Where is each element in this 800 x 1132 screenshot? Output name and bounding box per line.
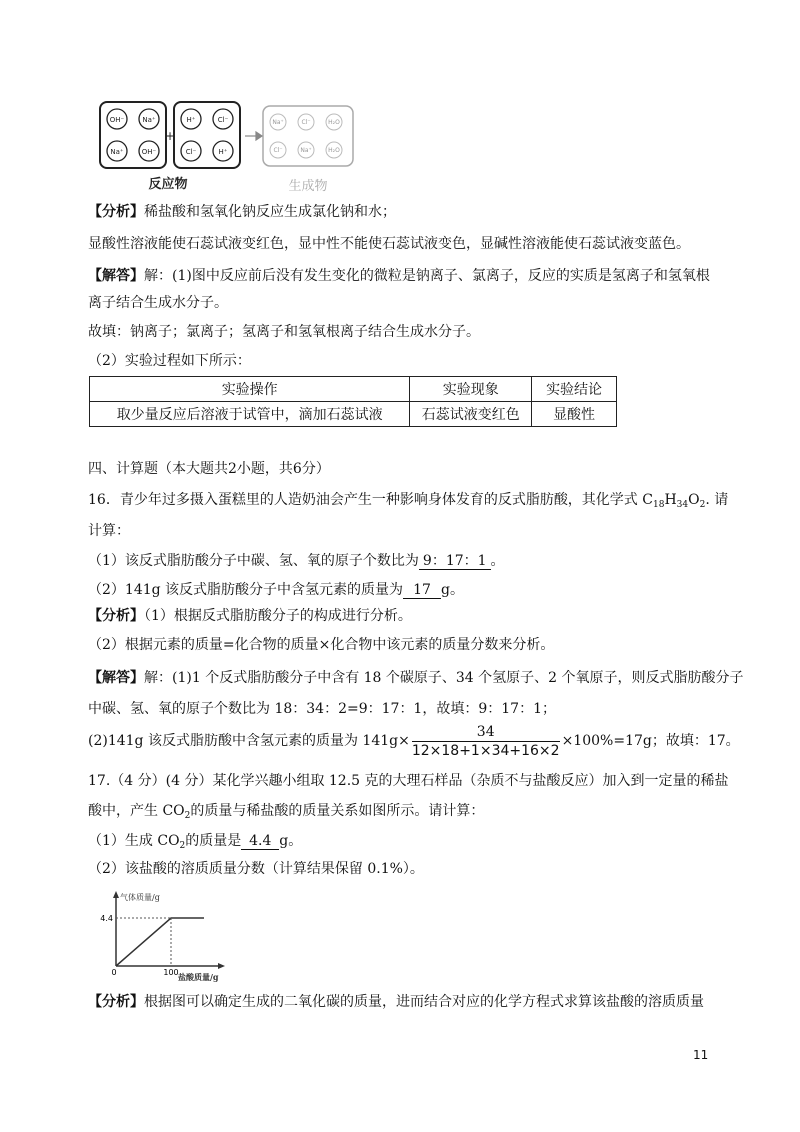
analysis-line: （2）根据元素的质量=化合物的质量×化合物中该元素的质量分数来分析。	[88, 637, 555, 653]
formula-part: H	[664, 492, 677, 508]
table-header-cell: 实验现象	[410, 377, 532, 402]
ion-label: OH⁻	[141, 148, 157, 156]
part-text: 。	[490, 553, 505, 569]
analysis-text: 稀盐酸和氢氧化钠反应生成氯化钠和水；	[144, 204, 396, 220]
table-header-cell: 实验结论	[532, 377, 617, 402]
fraction	[412, 723, 560, 760]
stem-text: 酸中，产生 CO	[88, 803, 185, 819]
stem-text: 的质量与稀盐酸的质量关系如图所示。请计算：	[190, 803, 485, 819]
reaction-figure	[98, 100, 358, 195]
answer-line	[88, 722, 740, 760]
fraction-numerator: 34	[412, 723, 560, 742]
ion-label: OH⁻	[109, 116, 125, 124]
analysis-text: 根据图可以确定生成的二氧化碳的质量，进而结合对应的化学方程式求算该盐酸的溶质质量	[144, 994, 704, 1010]
fraction-denominator: 12×18+1×34+16×2	[411, 742, 560, 759]
answer-tag: 【解答】	[88, 268, 144, 284]
table-cell: 显酸性	[532, 402, 617, 427]
part-text: 的质量是	[185, 833, 242, 849]
table-row	[90, 402, 617, 427]
ion-label: Na⁺	[110, 148, 124, 156]
question-17-part1	[88, 831, 302, 851]
table-cell: 取少量反应后溶液于试管中，滴加石蕊试液	[90, 402, 410, 427]
formula-part: O	[688, 492, 700, 508]
answer-text: 解：(1)图中反应前后没有发生变化的微粒是钠离子、氯离子，反应的实质是氢离子和氢氧根	[144, 268, 710, 284]
table-header-row	[90, 377, 617, 402]
answer-tag: 【解答】	[88, 670, 144, 686]
ion-label: H⁺	[186, 116, 196, 124]
ion-label: H₂O	[328, 147, 340, 154]
ion-label: Cl⁻	[301, 119, 311, 126]
answer-blank: 4.4	[241, 833, 279, 850]
answer-line	[88, 668, 744, 688]
analysis-line	[88, 992, 704, 1012]
y-axis-arrow	[113, 891, 119, 898]
ion-label: Cl⁻	[217, 116, 229, 124]
answer-line: 故填：钠离子；氯离子；氢离子和氢氧根离子结合生成水分子。	[88, 324, 480, 340]
subscript: 2	[184, 811, 191, 821]
question-17-part2: （2）该盐酸的溶质质量分数（计算结果保留 0.1%）。	[88, 861, 424, 877]
co2-series-line	[116, 918, 204, 966]
analysis-line	[88, 606, 412, 626]
part-text: （1）生成 CO	[88, 833, 180, 849]
x-axis-label: 盐酸质量/g	[178, 972, 219, 982]
ion-label: Cl⁻	[185, 148, 197, 156]
answer-line: 离子结合生成水分子。	[88, 295, 228, 311]
part-text: g。	[279, 833, 303, 849]
answer-blank: 9：17：1	[419, 553, 491, 570]
analysis-text: （1）根据反式脂肪酸分子的构成进行分析。	[144, 608, 412, 624]
ion-label: H⁺	[218, 148, 228, 156]
answer-line	[88, 266, 710, 286]
reaction-arrow	[245, 132, 262, 140]
question-16-part2	[88, 580, 464, 600]
products-label: 生成物	[288, 179, 328, 194]
answer-text: (2)141g 该反式脂肪酸中含氢元素的质量为 141g×	[88, 733, 410, 749]
question-16-part1	[88, 551, 505, 571]
page-number: 11	[693, 1048, 709, 1062]
section-title: 四、计算题（本大题共2小题，共6分）	[88, 461, 330, 477]
experiment-table	[89, 376, 617, 427]
ion-label: Na⁺	[300, 147, 312, 154]
stem-text: . 请	[705, 492, 729, 508]
co2-mass-chart	[90, 888, 250, 983]
analysis-tag: 【分析】	[88, 608, 144, 624]
x-tick-label: 100	[163, 968, 179, 977]
analysis-line: 显酸性溶液能使石蕊试液变红色，显中性不能使石蕊试液变色，显碱性溶液能使石蕊试液变蓝色。	[88, 236, 690, 252]
y-tick-label: 4.4	[100, 914, 113, 923]
subscript: 18	[652, 500, 665, 510]
table-header-cell: 实验操作	[90, 377, 410, 402]
part-text: g。	[441, 582, 465, 598]
question-16-stem: 计算：	[88, 523, 130, 539]
subscript: 2	[179, 841, 186, 851]
analysis-tag: 【分析】	[88, 204, 144, 220]
subscript: 34	[676, 500, 689, 510]
analysis-tag: 【分析】	[88, 994, 144, 1010]
ion-label: Na⁺	[142, 116, 156, 124]
question-17-stem: 17.（4 分）(4 分）某化学兴趣小组取 12.5 克的大理石样品（杂质不与盐酸反应）加入到一定量的稀盐	[88, 773, 729, 789]
plus-sign: +	[164, 129, 176, 143]
part-text: （2）141g 该反式脂肪酸分子中含氢元素的质量为	[88, 582, 404, 598]
stem-text: 16．青少年过多摄入蛋糕里的人造奶油会产生一种影响身体发育的反式脂肪酸，其化学式 C	[88, 492, 653, 508]
answer-line: （2）实验过程如下所示：	[88, 353, 251, 369]
reactants-label: 反应物	[148, 177, 188, 192]
answer-text: ×100%=17g；故填：17。	[561, 733, 740, 749]
y-axis-label: 气体质量/g	[120, 893, 160, 902]
question-16-stem	[88, 490, 728, 510]
answer-line: 中碳、氢、氧的原子个数比为 18：34：2=9：17：1，故填：9：17：1；	[88, 701, 556, 717]
ion-label: H₂O	[328, 119, 340, 126]
ion-label: Na⁺	[272, 119, 284, 126]
answer-text: 解：(1)1 个反式脂肪酸分子中含有 18 个碳原子、34 个氢原子、2 个氧原子，则反式脂肪酸分子	[144, 670, 744, 686]
part-text: （1）该反式脂肪酸分子中碳、氢、氧的原子个数比为	[88, 553, 419, 569]
subscript: 2	[699, 500, 706, 510]
analysis-line	[88, 202, 396, 222]
x-tick-label: 0	[111, 968, 117, 977]
x-axis-arrow	[218, 963, 225, 969]
ion-label: Cl⁻	[273, 147, 283, 154]
question-17-stem	[88, 801, 484, 821]
answer-blank: 17	[403, 582, 441, 599]
table-cell: 石蕊试液变红色	[410, 402, 532, 427]
